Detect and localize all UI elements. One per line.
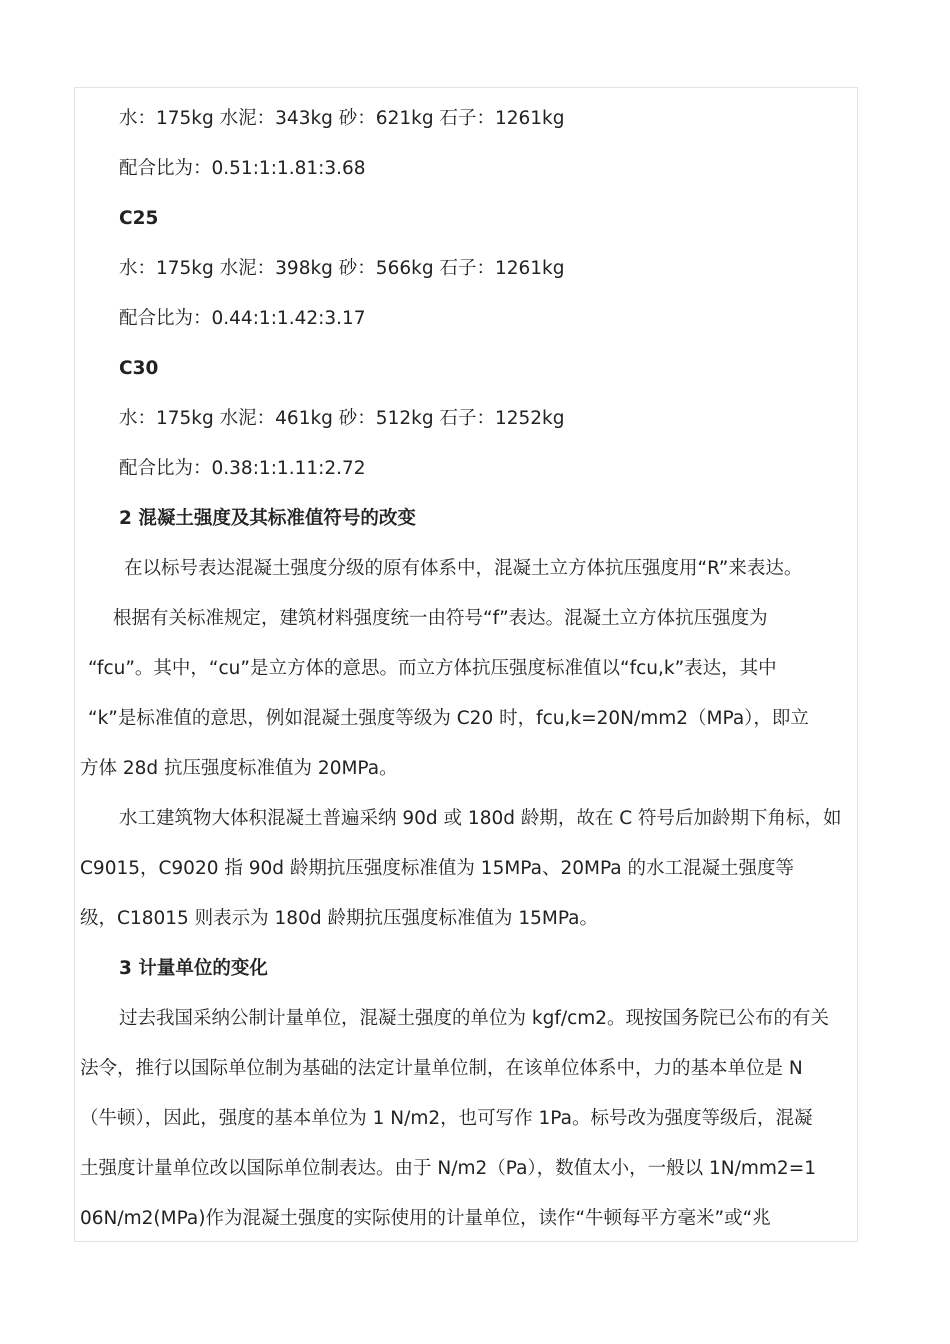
paragraph-line: 级，C18015 则表示为 180d 龄期抗压强度标准值为 15MPa。 [80,908,599,929]
paragraph-line: 水工建筑物大体积混凝土普遍采纳 90d 或 180d 龄期，故在 C 符号后加龄期下角标，如 [119,808,842,829]
paragraph-line: 土强度计量单位改以国际单位制表达。由于 N/m2（Pa），数值太小，一般以 1N/mm2=1 [80,1158,816,1179]
paragraph-line: C9015，C9020 指 90d 龄期抗压强度标准值为 15MPa、20MPa 的水工混凝土强度等 [80,858,795,879]
paragraph-line: 过去我国采纳公制计量单位，混凝土强度的单位为 kgf/cm2。现按国务院已公布的有关 [119,1008,830,1029]
grade-heading-c25: C25 [119,208,159,229]
mix-line-water-cement: 水：175kg 水泥：398kg 砂：566kg 石子：1261kg [119,258,565,279]
section-heading-3: 3 计量单位的变化 [119,958,268,979]
mix-ratio-line: 配合比为：0.51:1:1.81:3.68 [119,158,366,179]
section-heading-2: 2 混凝土强度及其标准值符号的改变 [119,508,416,529]
mix-ratio-line: 配合比为：0.44:1:1.42:3.17 [119,308,366,329]
paragraph-line: 根据有关标准规定，建筑材料强度统一由符号“f”表达。混凝土立方体抗压强度为 [113,608,768,629]
paragraph-line: 法令，推行以国际单位制为基础的法定计量单位制，在该单位体系中，力的基本单位是 N [80,1058,803,1079]
paragraph-line: （牛顿），因此，强度的基本单位为 1 N/m2，也可写作 1Pa。标号改为强度等级后，混凝 [80,1108,813,1129]
paragraph-line: “fcu”。其中，“cu”是立方体的意思。而立方体抗压强度标准值以“fcu,k”表达，其中 [88,658,777,679]
paragraph-line: 在以标号表达混凝土强度分级的原有体系中，混凝土立方体抗压强度用“R”来表达。 [124,558,803,579]
grade-heading-c30: C30 [119,358,159,379]
mix-line-water-cement: 水：175kg 水泥：343kg 砂：621kg 石子：1261kg [119,108,565,129]
mix-line-water-cement: 水：175kg 水泥：461kg 砂：512kg 石子：1252kg [119,408,565,429]
mix-ratio-line: 配合比为：0.38:1:1.11:2.72 [119,458,366,479]
paragraph-line: 方体 28d 抗压强度标准值为 20MPa。 [80,758,398,779]
paragraph-line: 06N/m2(MPa)作为混凝土强度的实际使用的计量单位，读作“牛顿每平方毫米”或“兆 [80,1208,771,1229]
paragraph-line: “k”是标准值的意思，例如混凝土强度等级为 C20 时，fcu,k=20N/mm2（MPa），即立 [88,708,809,729]
